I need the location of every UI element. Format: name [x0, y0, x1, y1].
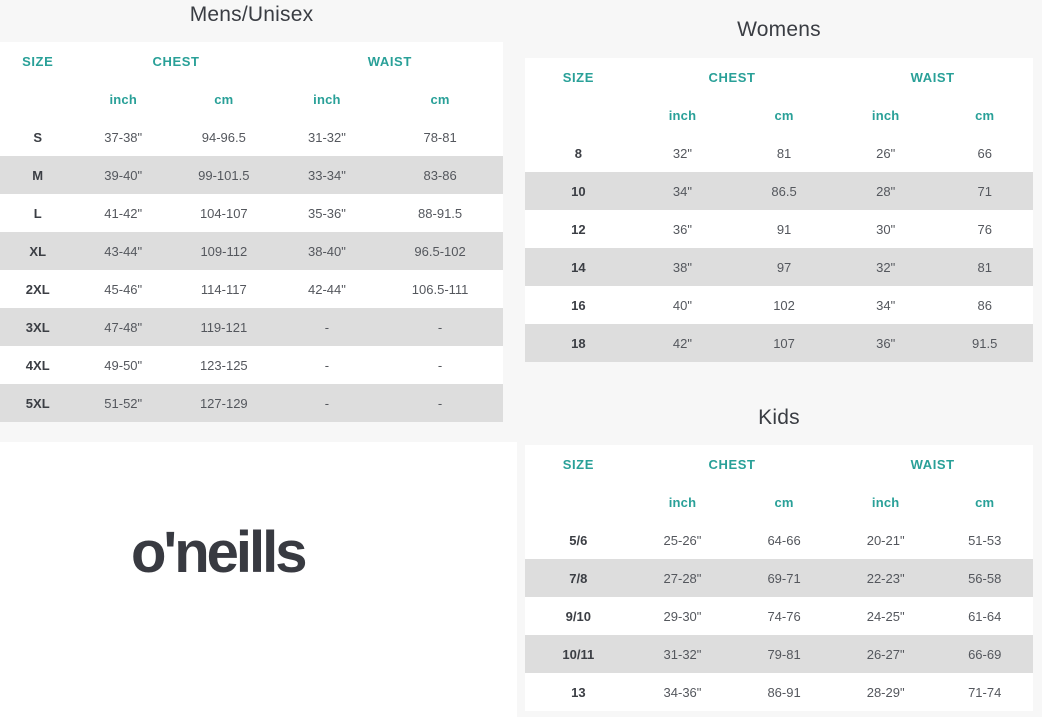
womens-section-title: Womens: [737, 18, 821, 41]
measurement-cell: 36": [876, 335, 896, 351]
measurement-cell: 34": [876, 297, 896, 313]
womens-table-subheader-row: [525, 96, 1033, 134]
size-label-cell: 5/6: [569, 532, 588, 548]
measurement-cell: 47-48": [104, 319, 143, 335]
table-row: [0, 232, 503, 270]
measurement-cell: 99-101.5: [198, 167, 250, 183]
column-header-size: SIZE: [22, 53, 54, 69]
measurement-cell: 71-74: [968, 684, 1002, 700]
measurement-cell: 61-64: [968, 608, 1002, 624]
measurement-cell: 39-40": [104, 167, 143, 183]
column-subheader-waist-cm: cm: [430, 91, 450, 107]
mens-size-table: [0, 42, 503, 422]
table-row: [0, 384, 503, 422]
measurement-cell: 107: [773, 335, 795, 351]
column-subheader-waist-inch: inch: [313, 91, 341, 107]
measurement-cell: 127-129: [199, 395, 248, 411]
kids-table-subheader-row: [525, 483, 1033, 521]
column-subheader-chest-inch: inch: [109, 91, 137, 107]
size-label-cell: 3XL: [25, 319, 50, 335]
kids-section-title: Kids: [758, 406, 800, 429]
womens-table-header-row: [525, 58, 1033, 96]
column-subheader-chest-cm: cm: [214, 91, 234, 107]
womens-size-table: [525, 58, 1033, 362]
table-row: [0, 346, 503, 384]
measurement-cell: 38-40": [307, 243, 346, 259]
measurement-cell: 86-91: [767, 684, 801, 700]
measurement-cell: 51-53: [968, 532, 1002, 548]
measurement-cell: -: [324, 395, 330, 411]
table-row: [525, 673, 1033, 711]
size-label-cell: 12: [571, 221, 586, 237]
size-label-cell: XL: [29, 243, 47, 259]
measurement-cell: 45-46": [104, 281, 143, 297]
measurement-cell: 109-112: [200, 243, 248, 259]
table-row: [525, 597, 1033, 635]
table-row: [0, 156, 503, 194]
measurement-cell: 36": [672, 221, 692, 237]
measurement-cell: 37-38": [104, 129, 143, 145]
measurement-cell: 30": [876, 221, 896, 237]
measurement-cell: 42": [672, 335, 692, 351]
column-header-chest: CHEST: [152, 53, 200, 69]
measurement-cell: 74-76: [767, 608, 801, 624]
size-label-cell: 10: [571, 183, 586, 199]
measurement-cell: 27-28": [663, 570, 702, 586]
mens-table-header-row: [0, 42, 503, 80]
size-label-cell: 10/11: [562, 646, 595, 662]
measurement-cell: 104-107: [199, 205, 248, 221]
measurement-cell: 34-36": [663, 684, 702, 700]
womens-table-body: [525, 134, 1033, 362]
measurement-cell: 43-44": [104, 243, 143, 259]
size-label-cell: 5XL: [25, 395, 50, 411]
measurement-cell: 49-50": [104, 357, 143, 373]
measurement-cell: 83-86: [423, 167, 457, 183]
table-row: [525, 635, 1033, 673]
measurement-cell: -: [437, 319, 443, 335]
measurement-cell: 119-121: [200, 319, 248, 335]
measurement-cell: 35-36": [307, 205, 346, 221]
measurement-cell: -: [437, 357, 443, 373]
column-header-chest: CHEST: [708, 69, 756, 85]
measurement-cell: 42-44": [307, 281, 346, 297]
measurement-cell: -: [324, 357, 330, 373]
column-subheader-waist-cm: cm: [975, 494, 995, 510]
column-header-waist: WAIST: [910, 69, 955, 85]
column-subheader-chest-inch: inch: [668, 107, 697, 123]
table-row: [525, 521, 1033, 559]
table-row: [525, 210, 1033, 248]
table-row: [525, 286, 1033, 324]
column-header-size: SIZE: [562, 456, 594, 472]
measurement-cell: 22-23": [866, 570, 905, 586]
measurement-cell: 34": [672, 183, 692, 199]
measurement-cell: 79-81: [767, 646, 801, 662]
measurement-cell: 26": [876, 145, 896, 161]
table-row: [525, 134, 1033, 172]
table-row: [0, 194, 503, 232]
column-header-waist: WAIST: [910, 456, 955, 472]
mens-table-body: [0, 118, 503, 422]
measurement-cell: 28": [876, 183, 896, 199]
measurement-cell: 91.5: [972, 335, 998, 351]
size-label-cell: L: [33, 205, 42, 221]
measurement-cell: 51-52": [104, 395, 143, 411]
measurement-cell: -: [437, 395, 443, 411]
size-label-cell: 9/10: [565, 608, 591, 624]
measurement-cell: 76: [977, 221, 992, 237]
kids-table-body: [525, 521, 1033, 711]
table-row: [0, 270, 503, 308]
measurement-cell: 114-117: [200, 281, 247, 297]
kids-size-table: [525, 445, 1033, 711]
table-row: [0, 308, 503, 346]
measurement-cell: 96.5-102: [414, 243, 466, 259]
measurement-cell: 81: [776, 145, 792, 161]
kids-table-header-row: [525, 445, 1033, 483]
table-row: [525, 248, 1033, 286]
table-row: [0, 118, 503, 156]
measurement-cell: 28-29": [866, 684, 905, 700]
measurement-cell: 32": [672, 145, 692, 161]
measurement-cell: 31-32": [307, 129, 346, 145]
column-subheader-chest-inch: inch: [668, 494, 697, 510]
measurement-cell: 91: [776, 221, 792, 237]
table-row: [525, 324, 1033, 362]
column-header-waist: WAIST: [367, 53, 412, 69]
size-label-cell: 14: [571, 259, 586, 275]
table-row: [525, 172, 1033, 210]
measurement-cell: 69-71: [767, 570, 801, 586]
column-subheader-waist-inch: inch: [871, 494, 900, 510]
column-header-chest: CHEST: [708, 456, 756, 472]
measurement-cell: 56-58: [968, 570, 1002, 586]
measurement-cell: 123-125: [199, 357, 248, 373]
measurement-cell: 71: [977, 183, 992, 199]
measurement-cell: 86: [977, 297, 992, 313]
size-label-cell: 4XL: [25, 357, 50, 373]
size-label-cell: 18: [571, 335, 586, 351]
measurement-cell: 31-32": [663, 646, 702, 662]
measurement-cell: 20-21": [866, 532, 905, 548]
size-label-cell: S: [33, 129, 43, 145]
size-label-cell: 8: [574, 145, 582, 161]
column-subheader-waist-cm: cm: [975, 107, 995, 123]
measurement-cell: 86.5: [771, 183, 797, 199]
size-label-cell: 16: [571, 297, 586, 313]
measurement-cell: -: [324, 319, 330, 335]
measurement-cell: 78-81: [423, 129, 457, 145]
size-label-cell: 7/8: [569, 570, 588, 586]
measurement-cell: 97: [776, 259, 792, 275]
measurement-cell: 26-27": [866, 646, 905, 662]
measurement-cell: 66: [977, 145, 992, 161]
size-label-cell: M: [32, 167, 44, 183]
column-subheader-chest-cm: cm: [774, 494, 794, 510]
measurement-cell: 33-34": [307, 167, 346, 183]
mens-section-title: Mens/Unisex: [189, 3, 314, 26]
measurement-cell: 29-30": [663, 608, 702, 624]
oneills-brand-logo: o'neills: [131, 520, 305, 585]
size-label-cell: 2XL: [25, 281, 50, 297]
measurement-cell: 88-91.5: [418, 205, 463, 221]
measurement-cell: 40": [672, 297, 692, 313]
measurement-cell: 102: [773, 297, 795, 313]
measurement-cell: 25-26": [663, 532, 702, 548]
column-subheader-waist-inch: inch: [871, 107, 900, 123]
measurement-cell: 94-96.5: [201, 129, 246, 145]
mens-table-subheader-row: [0, 80, 503, 118]
measurement-cell: 66-69: [968, 646, 1002, 662]
table-row: [525, 559, 1033, 597]
size-label-cell: 13: [571, 684, 586, 700]
measurement-cell: 24-25": [866, 608, 905, 624]
measurement-cell: 38": [672, 259, 692, 275]
measurement-cell: 64-66: [767, 532, 801, 548]
measurement-cell: 81: [977, 259, 992, 275]
column-header-size: SIZE: [562, 69, 594, 85]
measurement-cell: 41-42": [104, 205, 143, 221]
measurement-cell: 106.5-111: [411, 281, 469, 297]
measurement-cell: 32": [876, 259, 896, 275]
column-subheader-chest-cm: cm: [774, 107, 794, 123]
